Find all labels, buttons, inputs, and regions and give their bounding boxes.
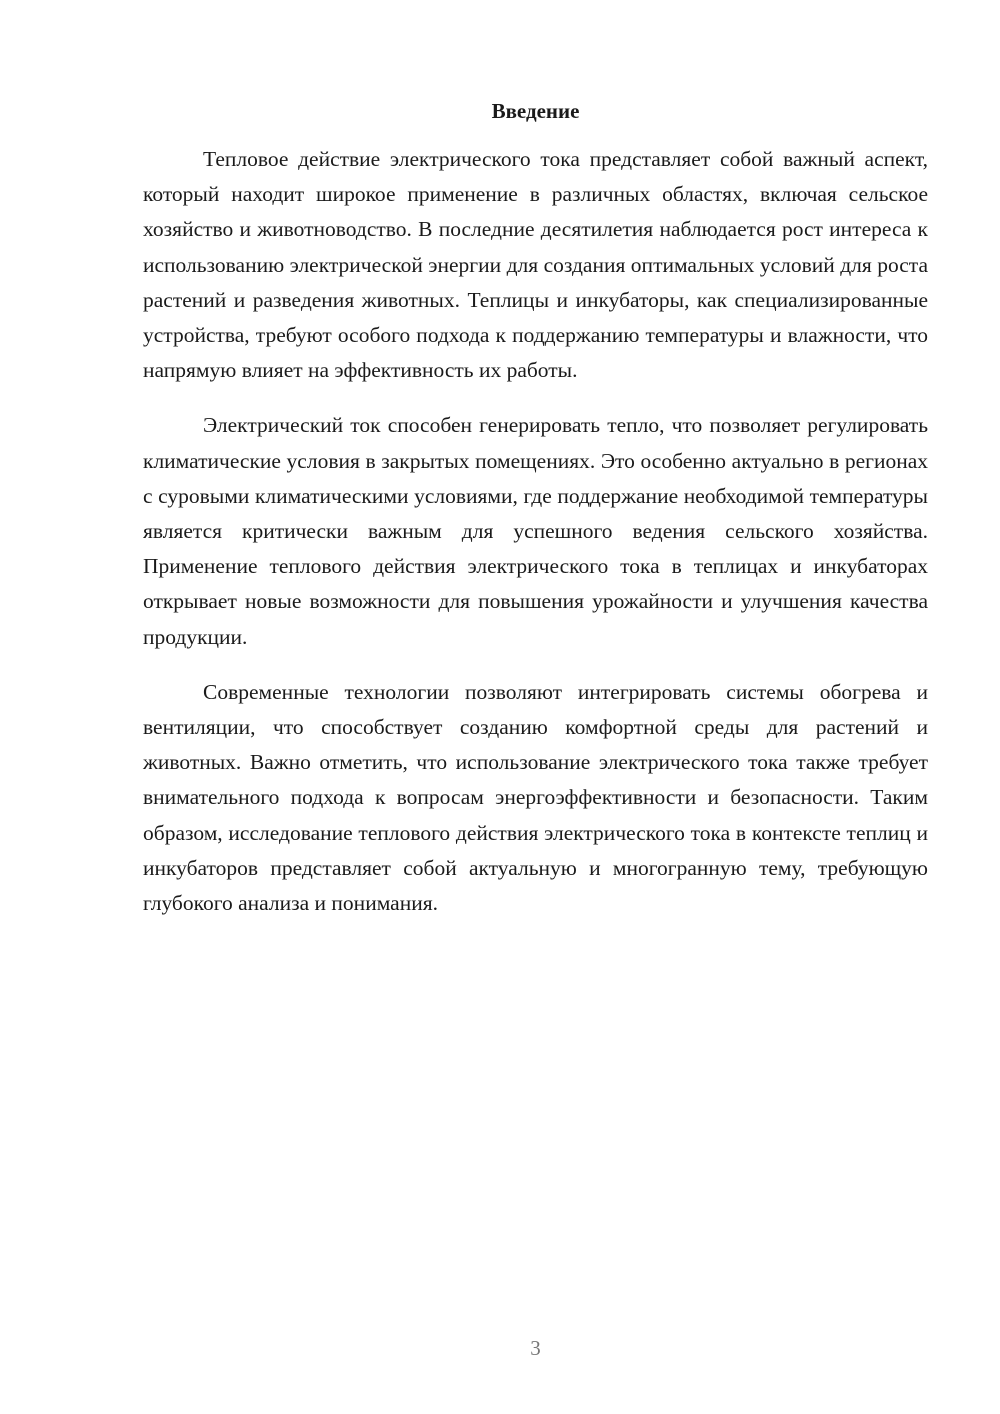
paragraph-1: Тепловое действие электрического тока представляет собой важный аспект, который находит широкое применение в различных областях, включая сельское хозяйство и животноводство. В последние десятилетия наблюдается рост интереса к использованию электрической энергии для создания оптимальных условий для роста растений и разведения животных. Теплицы и инкубаторы, как специализированные устройства, требуют особого подхода к поддержанию температуры и влажности, что напрямую влияет на эффективность их работы. bbox=[143, 147, 928, 383]
paragraph-3: Современные технологии позволяют интегрировать системы обогрева и вентиляции, что способствует созданию комфортной среды для растений и животных. Важно отметить, что использование электрического тока также требует внимательного подхода к вопросам энергоэффективности и безопасности. Таким образом, исследование теплового действия электрического тока в контексте теплиц и инкубаторов представляет собой актуальную и многогранную тему, требующую глубокого анализа и понимания. bbox=[143, 679, 928, 916]
body-text bbox=[143, 142, 928, 941]
section-heading: Введение bbox=[491, 99, 580, 123]
paragraph-2: Электрический ток способен генерировать тепло, что позволяет регулировать климатические условия в закрытых помещениях. Это особенно актуально в регионах с суровыми климатическими условиями, где поддержание необходимой температуры является критически важным для успешного ведения сельского хозяйства. Применение теплового действия электрического тока в теплицах и инкубаторах открывает новые возможности для повышения урожайности и улучшения качества продукции. bbox=[143, 413, 928, 649]
page-number: 3 bbox=[530, 1336, 541, 1360]
